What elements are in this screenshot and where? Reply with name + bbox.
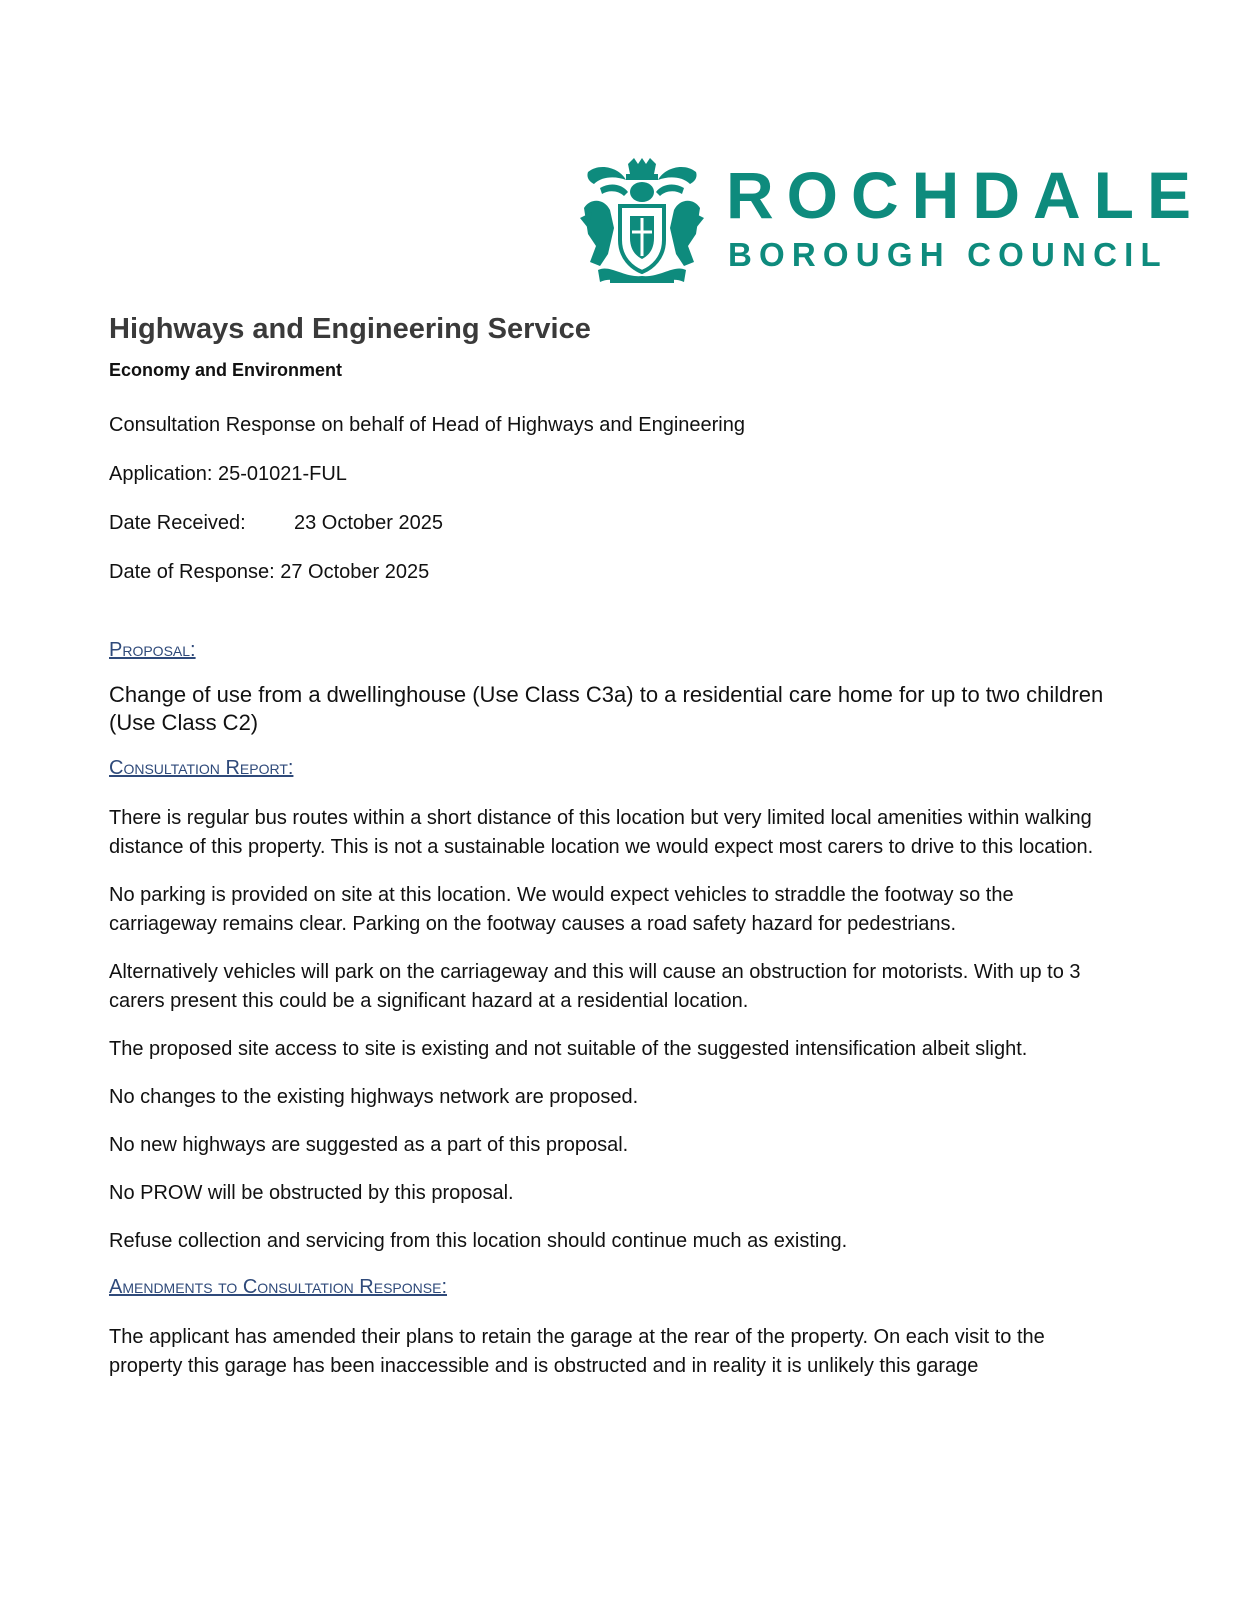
date-received: [109, 510, 1109, 536]
report-paragraph: No new highways are suggested as a part of this proposal.: [109, 1134, 629, 1156]
proposal-text: Change of use from a dwellinghouse (Use Class C3a) to a residential care home for up to two children (Use Class C2): [109, 682, 1104, 735]
amendments-paragraph: The applicant has amended their plans to retain the garage at the rear of the property. On each visit to the property this garage has been inaccessible and is obstructed and in reality it is unlikely this garage: [109, 1326, 1045, 1377]
proposal-heading: Proposal:: [109, 639, 196, 661]
consultation-report-heading: Consultation Report:: [109, 757, 294, 779]
report-paragraph: The proposed site access to site is existing and not suitable of the suggested intensification albeit slight.: [109, 1038, 1028, 1060]
document-body: [109, 310, 1109, 1381]
report-paragraph: No changes to the existing highways network are proposed.: [109, 1086, 639, 1108]
date-received-label: Date Received:: [109, 512, 246, 534]
coat-of-arms-icon: [580, 158, 704, 284]
report-paragraph: Refuse collection and servicing from this location should continue much as existing.: [109, 1230, 848, 1252]
date-received-value: 23 October 2025: [294, 512, 443, 534]
date-of-response: [109, 559, 1109, 585]
logo-title: ROCHDALE: [726, 158, 1204, 232]
report-paragraph: There is regular bus routes within a short distance of this location but very limited local amenities within walking distance of this property. This is not a sustainable location we would expect most carers to drive to this location.: [109, 807, 1094, 858]
report-paragraph: No parking is provided on site at this location. We would expect vehicles to straddle the footway so the carriageway remains clear. Parking on the footway causes a road safety hazard for pedestrians.: [109, 884, 1014, 935]
report-paragraph: No PROW will be obstructed by this proposal.: [109, 1182, 514, 1204]
application-number: Application: 25-01021-FUL: [109, 463, 347, 485]
amendments-heading: Amendments to Consultation Response:: [109, 1276, 447, 1298]
consultation-line: Consultation Response on behalf of Head of Highways and Engineering: [109, 414, 745, 436]
date-response-value: 27 October 2025: [280, 561, 430, 583]
department-name: Economy and Environment: [109, 360, 343, 380]
service-title: Highways and Engineering Service: [109, 313, 591, 345]
logo-subtitle: BOROUGH COUNCIL: [728, 236, 1168, 273]
council-logo: [580, 158, 1204, 284]
date-response-label: Date of Response:: [109, 561, 275, 583]
report-paragraph: Alternatively vehicles will park on the carriageway and this will cause an obstruction for motorists. With up to 3 carers present this could be a significant hazard at a residential location.: [109, 961, 1081, 1012]
